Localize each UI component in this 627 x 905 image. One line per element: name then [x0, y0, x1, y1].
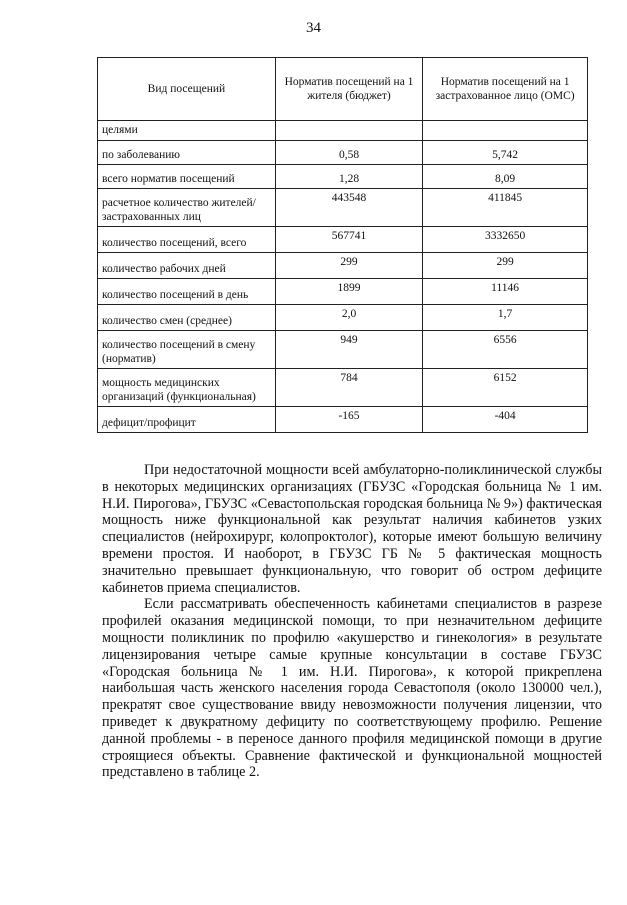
table-row [98, 141, 588, 165]
row-label: всего норматив посещений [98, 165, 276, 189]
budget-value: 2,0 [275, 305, 422, 331]
row-label: дефицит/профицит [98, 407, 276, 433]
oms-value [423, 121, 588, 141]
table-row [98, 331, 588, 369]
oms-value: -404 [423, 407, 588, 433]
oms-value: 411845 [423, 189, 588, 227]
oms-value: 8,09 [423, 165, 588, 189]
table-header-row [98, 58, 588, 121]
row-label: по заболеванию [98, 141, 276, 165]
body-text [102, 462, 602, 781]
budget-value: 1899 [275, 279, 422, 305]
header-budget-norm: Норматив посещений на 1 жителя (бюджет) [275, 58, 422, 121]
row-label: количество смен (среднее) [98, 305, 276, 331]
paragraph: Если рассматривать обеспеченность кабинетами специалистов в разрезе профилей оказания медицинской помощи, то при незначительном дефиците мощности поликлиник по профилю «акушерство и гинекология» в результате лицензирования четыре самые крупные консультации в составе ГБУЗС «Городская больница № 1 им. Н.И. Пирогова», к которой прикреплена наибольшая часть женского населения города Севастополя (около 130000 чел.), прекратят свое существование ввиду невозможности получения лицензии, что приведет к двукратному дефициту по соответствующему профилю. Решение данной проблемы - в переносе данного профиля медицинской помощи в другие строящиеся объекты. Сравнение фактической и функциональной мощностей представлено в таблице 2. [102, 596, 602, 781]
row-label: целями [98, 121, 276, 141]
table-row [98, 189, 588, 227]
header-visit-type: Вид посещений [98, 58, 276, 121]
row-label: мощность медицинских организаций (функциональная) [98, 369, 276, 407]
oms-value: 11146 [423, 279, 588, 305]
table-row [98, 369, 588, 407]
budget-value: 0,58 [275, 141, 422, 165]
budget-value: 299 [275, 253, 422, 279]
header-oms-norm: Норматив посещений на 1 застрахованное лицо (ОМС) [423, 58, 588, 121]
oms-value: 299 [423, 253, 588, 279]
budget-value: 443548 [275, 189, 422, 227]
budget-value [275, 121, 422, 141]
budget-value: 1,28 [275, 165, 422, 189]
row-label: количество рабочих дней [98, 253, 276, 279]
row-label: количество посещений, всего [98, 227, 276, 253]
row-label: количество посещений в смену (норматив) [98, 331, 276, 369]
table-row [98, 253, 588, 279]
table-row [98, 305, 588, 331]
budget-value: 949 [275, 331, 422, 369]
table-row [98, 407, 588, 433]
budget-value: 784 [275, 369, 422, 407]
norms-table [97, 57, 588, 433]
row-label: количество посещений в день [98, 279, 276, 305]
oms-value: 1,7 [423, 305, 588, 331]
budget-value: -165 [275, 407, 422, 433]
paragraph: При недостаточной мощности всей амбулаторно-поликлинической службы в некоторых медицинских организациях (ГБУЗС «Городская больница № 1 им. Н.И. Пирогова», ГБУЗС «Севастопольская городская больница № 9») фактическая мощность ниже функциональной как результат наличия кабинетов узких специалистов (нейрохирург, колопроктолог), которые имеют большую величину времени простоя. И наоборот, в ГБУЗС ГБ № 5 фактическая мощность значительно превышает функциональную, что говорит об остром дефиците кабинетов приема специалистов. [102, 462, 602, 596]
table-row [98, 279, 588, 305]
oms-value: 6152 [423, 369, 588, 407]
oms-value: 5,742 [423, 141, 588, 165]
budget-value: 567741 [275, 227, 422, 253]
oms-value: 6556 [423, 331, 588, 369]
page-number: 34 [306, 20, 321, 36]
row-label: расчетное количество жителей/застрахованных лиц [98, 189, 276, 227]
oms-value: 3332650 [423, 227, 588, 253]
table-row [98, 121, 588, 141]
table-row [98, 165, 588, 189]
table-row [98, 227, 588, 253]
